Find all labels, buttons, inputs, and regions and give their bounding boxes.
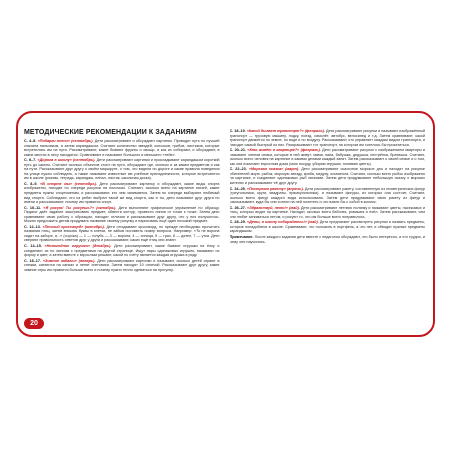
- task-description: Дети рассматривают ракету, составленную из геометрических фигур (треугольники, круги, квадраты, прямоугольники), и называют фигуры, из которых она состоит. Считают, сколько всего фигур каждого вида использовано. Затем дети придумывают свою ракету из фигур и рассказывают, куда бы они хотели на ней полететь и что взяли бы с собой в космос.: [229, 186, 425, 205]
- task-entry: [230, 187, 426, 205]
- task-entry: [24, 259, 220, 273]
- page-reference: С. 24–25.: [229, 186, 246, 191]
- page-reference: С. 10–11.: [24, 205, 42, 210]
- task-description: Дети рассматривают летнюю полянку и называют цветы, насекомых и птиц, которых видят на картинке. Находят, сколько всего бабочек, ромашек и пчёл. Затем рассказывают, чем они любят заниматься летом, и рисуют то, что им больше всего понравилось.: [229, 205, 425, 219]
- task-entry: [230, 148, 426, 166]
- page-reference: С. 28–29.: [229, 220, 246, 225]
- task-entry: [230, 206, 426, 220]
- task-description: Дети рассматривают и обсуждают картинки. Проводит путь по лучшей сначала пальчиком, а затем карандашом. Считают количество звездей, колосков, грибов, листиков, которые встретились им на пути. Рассматривают, какие бывают фрукты и овощи, и как их собирают, и обсуждают, в каких местах в лесу находятся. Сравнивают и называют большого и меньшего «тебя».: [24, 139, 220, 157]
- page-reference: С. 26–27.: [229, 205, 246, 210]
- task-description: Дети рассматривают картинки и прокладывают карандашом короткий путь до школы. Считают сколько объектов стоит на пути, обсуждают где, сколько и за каким предметом и как на пути. Рассказывают друг другу о своём маршруте, о том, что видели по дороге и какие правила поведения на улице нужно соблюдать, а также называют известные им учебные принадлежности, которые встречаются им в школе (рюкзак, тетрадь, карандаш, пенал, ластик, школьная доска).: [24, 158, 220, 181]
- page-reference: С. 16–17.: [24, 258, 42, 263]
- task-description: Дети рассматривают картинку и обсуждают, какие виды спорта изображены, находят по очереди рисунки на полочках. Считают, сколько всего на картинке мячей, какие предметы нужны спортсменам, и рассказывают, кто чем занимается. Затем по очереди выбирают любимый вид спорта. Соблюдают, кто из ребят выбрал такой же вид спорта, как и ты, дети называют друг друга по имени и рассказывают, почему им нравится спорт.: [24, 181, 220, 205]
- page-reference: С. 20–21.: [229, 148, 247, 153]
- left-column: [24, 129, 220, 321]
- task-title: «Подарки осени» (сентябрь).: [37, 139, 94, 143]
- task-entry: [24, 182, 220, 205]
- page-reference: С. 12–13.: [24, 224, 41, 229]
- task-entry: [230, 235, 426, 244]
- page-reference: С. 8–9.: [24, 181, 38, 186]
- task-description: Дети предлагают рассмотреть рисунки и назвать предметы, которые понадобятся в школе. Сравнивают, что положить в портфель, а что нет, и обводят нужные предметы карандашом.: [229, 220, 425, 234]
- page-reference: Примечание.: [229, 235, 254, 240]
- task-title: «Морская сказка» (март).: [248, 167, 300, 172]
- task-description: Дети отгадывают кроссворд, но прежде необходимо прочитать названия птиц, затем вписать буквы в клетки, не забыв поставить номер вопроса. Например: «То не ворона сидит на заборе, а...» (сорока) — 1 — голубь — 3 — ворона, 4 — синица, 5 — грач, 6 — дятел, 7 — утка. Дети сверяют правильность ответов друг у друга и рассказывают, каких ещё птиц они знают.: [24, 224, 220, 243]
- task-description: Дети рассматривают рисунки и называют изображённый транспорт — грузовую машину, лодку, поезд, самолёт, автобус, велосипед и т.д. Затем сравнивают, какой транспорт движется по земле, по воде и по воздуху. Рассказывают, кто управляет каждым видом транспорта, и находят самый быстрый из них. Раскрашивают тот транспорт, на котором им хотелось бы прокатиться.: [229, 129, 425, 147]
- task-title: «В спорте мы» (сентябрь).: [40, 181, 97, 186]
- section-heading: МЕТОДИЧЕСКИЕ РЕКОМЕНДАЦИИ К ЗАДАНИЯМ: [24, 129, 197, 136]
- task-title: «Какой бывает транспорт?» (февраль).: [246, 129, 325, 133]
- content-columns: [24, 129, 425, 321]
- task-title: «Дорога в школу» (сентябрь).: [37, 158, 96, 163]
- workbook-page: [16, 111, 435, 337]
- task-title: «Птичий кроссворд» (октябрь).: [42, 224, 105, 229]
- page-number-badge: 20: [24, 318, 44, 329]
- task-description: Дети рассматривают, какие бывают игрушки на ёлку и соединяют их по линиям с предметами на другой странице. Ищут пары одинаковых игрушек, называют их форму и цвет, а затем вместе с взрослым решают, какой по счёту является каждая игрушка в ряду.: [24, 244, 220, 258]
- task-title: «Кто живёт в квартире?» (февраль).: [247, 148, 321, 153]
- right-entries: [230, 129, 426, 244]
- right-column: [230, 129, 426, 321]
- task-title: «Дети, в школу собирайтесь!» (май).: [247, 220, 319, 225]
- task-description: После каждого задания дети вместе с педагогом обсуждают, что было интересно, а что трудно, и чему они научились.: [229, 235, 425, 244]
- page-reference: С. 22–23.: [229, 167, 247, 172]
- task-entry: [230, 129, 426, 147]
- task-title: «Зимние забавы» (январь).: [42, 258, 96, 263]
- task-entry: [24, 206, 220, 224]
- task-entry: [24, 244, 220, 258]
- task-title: «Новогодние игрушки» (декабрь).: [44, 244, 112, 249]
- task-entry: [24, 225, 220, 243]
- page-reference: С. 4–5.: [24, 139, 37, 143]
- page-reference: С. 18–19.: [229, 129, 246, 133]
- page-reference: С. 14–15.: [24, 244, 42, 249]
- task-description: Дети рассматривают картинки и называют, сколько детей играют в снежки, катаются на санках и лепят снеговика. Затем находят 10 отличий. Рассказывают друг другу, какие зимние игры им нравятся больше всего и почему нужно тепло одеваться на прогулку.: [24, 258, 220, 272]
- task-title: «Здравствуй, лето!» (май).: [247, 205, 300, 210]
- task-entry: [24, 158, 220, 181]
- left-entries: [24, 139, 220, 272]
- task-title: «Я рисую! Ты рисуешь?» (октябрь).: [43, 205, 117, 210]
- task-entry: [230, 167, 426, 185]
- task-description: Дети рассматривают сказочное морское дно и находят на рисунке обитателей моря: рыбок, морскую звезду, краба, медузу, осьминога. Считают, сколько всего рыбок изображено на картинке, и соединяют одинаковых рыб линиями. Затем дети придумывают небольшую сказку о морских жителях и рассказывают её друг другу.: [229, 167, 425, 186]
- task-entry: [24, 139, 220, 157]
- task-entry: [230, 220, 426, 234]
- page-reference: С. 6–7.: [24, 158, 37, 163]
- task-title: «Построим ракету» (апрель).: [246, 186, 304, 191]
- task-description: Дети выполняют графическое упражнение по образцу. Педагог даёт задание заштриховать предмет, обвести контур, провести линии от точки к точке. Затем дети сравнивают свою работу с образцом, находят отличия и рассказывают друг другу, что у них получилось. Можно предложить детям придумать название своему рисунку и нарисовать ещё один похожий предмет.: [24, 205, 220, 224]
- task-description: Дети рассматривают рисунок с изображением квартиры и называют членов семьи, которые в ней живут: мама, папа, бабушка, дедушка, сестрёнка, братишка. Считают, сколько всего человек на картинке и какими делами каждый занят. Затем рассказывают о своей семье и о том, как они помогают взрослым дома (мою посуду, убираю игрушки, поливаю цветы).: [229, 148, 425, 166]
